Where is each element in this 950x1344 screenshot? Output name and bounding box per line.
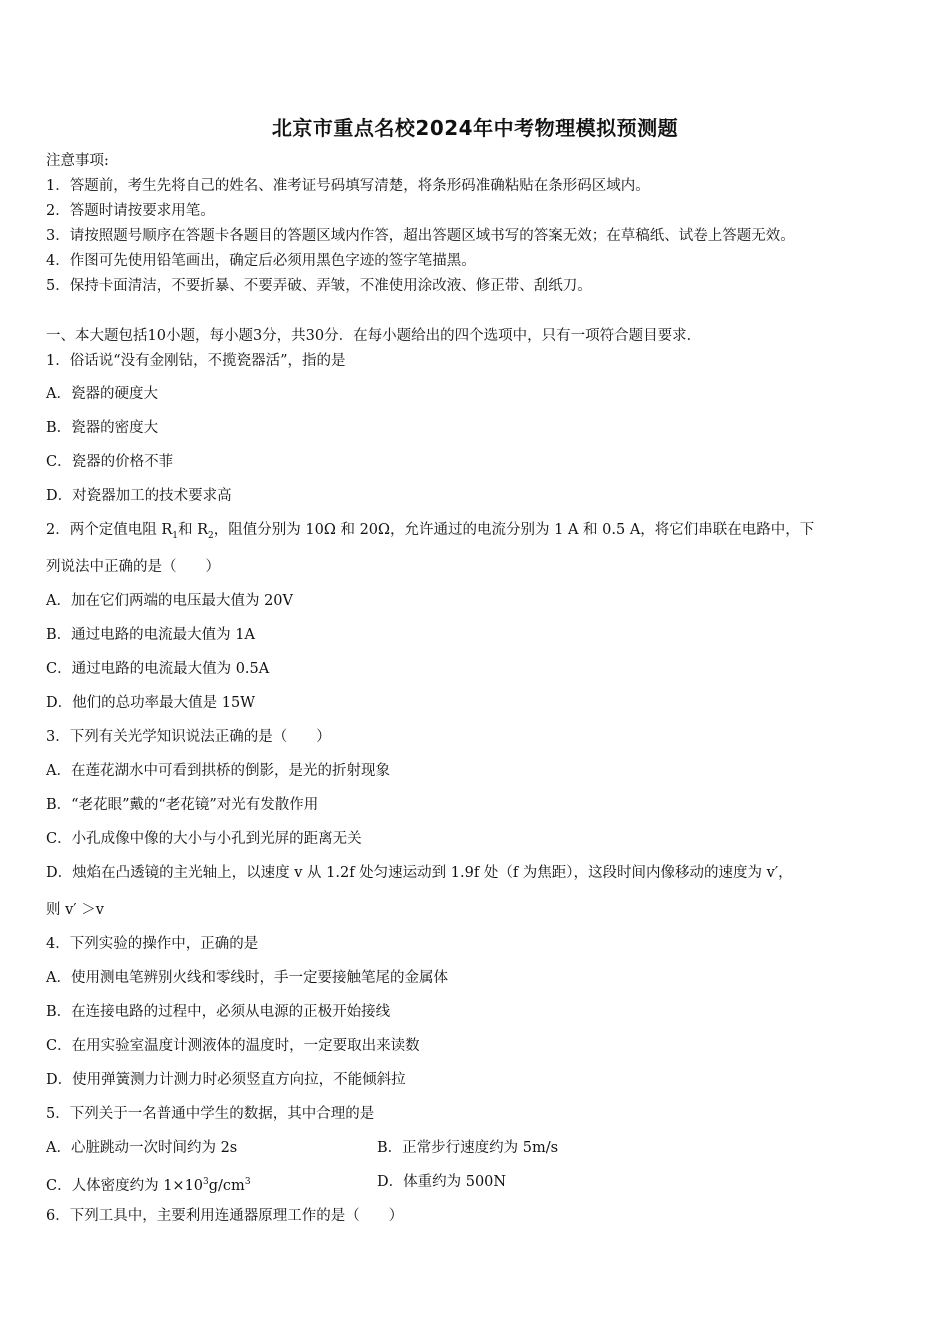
question-5-option-c [46, 1172, 251, 1196]
question-1-stem: 1．俗话说“没有金刚钻，不揽瓷器活”，指的是 [46, 353, 346, 369]
question-3-stem: 3．下列有关光学知识说法正确的是（ ） [46, 729, 331, 745]
question-1-option-b: B．瓷器的密度大 [46, 420, 159, 436]
question-4-option-a: A．使用测电笔辨别火线和零线时，手一定要接触笔尾的金属体 [46, 970, 448, 986]
question-3-option-d: D．烛焰在凸透镜的主光轴上，以速度 v 从 1.2f 处匀速运动到 1.9f 处（f 为焦距），这段时间内像移动的速度为 v′， [46, 865, 793, 881]
question-3-option-d-line2: 则 v′ ＞v [46, 902, 104, 918]
question-2-option-b: B．通过电路的电流最大值为 1A [46, 627, 255, 643]
question-5-stem: 5．下列关于一名普通中学生的数据，其中合理的是 [46, 1106, 375, 1122]
page-title: 北京市重点名校2024年中考物理模拟预测题 [271, 116, 679, 140]
question-1-option-a: A．瓷器的硬度大 [46, 386, 158, 402]
question-2-option-c: C．通过电路的电流最大值为 0.5A [46, 661, 270, 677]
question-5-option-a: A．心脏跳动一次时间约为 2s [46, 1140, 238, 1156]
notice-item: 4．作图可先使用铅笔画出，确定后必须用黑色字迹的签字笔描黑。 [46, 253, 476, 269]
question-1-option-c: C．瓷器的价格不菲 [46, 454, 174, 470]
question-4-stem: 4．下列实验的操作中，正确的是 [46, 936, 259, 952]
question-2-stem-part: 2．两个定值电阻 R [46, 522, 173, 538]
superscript: 3 [203, 1177, 209, 1187]
question-4-option-d: D．使用弹簧测力计测力时必须竖直方向拉，不能倾斜拉 [46, 1072, 406, 1088]
section-heading: 一、本大题包括10小题，每小题3分，共30分．在每小题给出的四个选项中，只有一项符合题目要求． [46, 328, 702, 344]
notice-item: 3．请按照题号顺序在答题卡各题目的答题区域内作答，超出答题区域书写的答案无效；在草稿纸、试卷上答题无效。 [46, 228, 795, 244]
superscript: 3 [244, 1177, 251, 1187]
question-5-option-d: D．体重约为 500N [377, 1174, 507, 1190]
question-1-option-d: D．对瓷器加工的技术要求高 [46, 488, 232, 504]
question-2-stem-line2: 列说法中正确的是（ ） [46, 559, 220, 575]
question-3-option-b: B．“老花眼”戴的“老花镜”对光有发散作用 [46, 797, 319, 813]
option-c-part: C．人体密度约为 1×10 [46, 1177, 204, 1194]
question-2-option-a: A．加在它们两端的电压最大值为 20V [46, 593, 294, 609]
question-2-stem-part: ，阻值分别为 10Ω 和 20Ω，允许通过的电流分别为 1 A 和 0.5 A，将它们串联在电路中，下 [213, 522, 815, 538]
notice-item: 5．保持卡面清洁，不要折暴、不要弄破、弄皱，不准使用涂改液、修正带、刮纸刀。 [46, 278, 592, 294]
question-6-stem: 6．下列工具中，主要利用连通器原理工作的是（ ） [46, 1208, 404, 1224]
option-c-part: g/cm [208, 1177, 245, 1194]
notice-item: 2．答题时请按要求用笔。 [46, 203, 215, 219]
question-5-option-b: B．正常步行速度约为 5m/s [377, 1140, 559, 1156]
notice-item: 1．答题前，考生先将自己的姓名、准考证号码填写清楚，将条形码准确粘贴在条形码区域内。 [46, 178, 650, 194]
question-3-option-a: A．在莲花湖水中可看到拱桥的倒影，是光的折射现象 [46, 763, 390, 779]
notice-heading: 注意事项: [46, 153, 109, 169]
subscript: 1 [172, 530, 178, 541]
question-2-option-d: D．他们的总功率最大值是 15W [46, 695, 256, 711]
question-4-option-c: C．在用实验室温度计测液体的温度时，一定要取出来读数 [46, 1038, 420, 1054]
subscript: 2 [208, 530, 214, 541]
question-4-option-b: B．在连接电路的过程中，必须从电源的正极开始接线 [46, 1004, 391, 1020]
question-2-stem [46, 520, 814, 546]
question-2-stem-part: 和 R [178, 522, 209, 538]
question-3-option-c: C．小孔成像中像的大小与小孔到光屏的距离无关 [46, 831, 362, 847]
